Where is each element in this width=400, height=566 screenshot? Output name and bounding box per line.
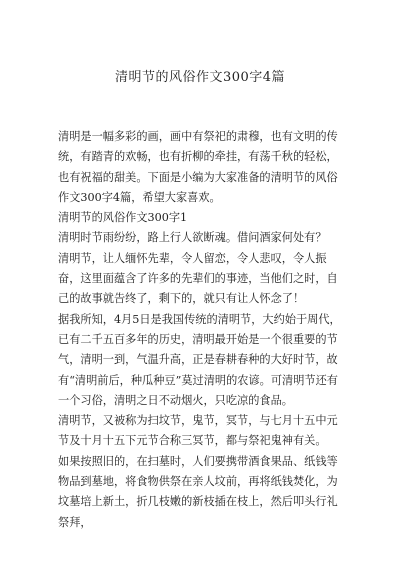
body-paragraph: 清明节，又被称为扫坟节，鬼节，冥节，与七月十五中元节及十月十五下元节合称三冥节，都与祭祀鬼神有关。 <box>58 414 338 448</box>
body-paragraph: 据我所知，4月5日是我国传统的清明节，大约始于周代，已有二千五百多年的历史，清明最开始是一个很重要的节气，清明一到，气温升高，正是春耕春种的大好时节，故有“清明前后，种瓜种豆”莫过清明的农谚。可清明节还有一个习俗，清明之日不动烟火，只吃凉的食品。 <box>58 312 341 407</box>
page-title: 清明节的风俗作文300字4篇 <box>114 70 286 85</box>
poem-line: 清明时节雨纷纷，路上行人欲断魂。借问酒家何处有？ <box>58 231 327 245</box>
article-body <box>58 127 342 533</box>
intro-paragraph: 清明是一幅多彩的画，画中有祭祀的肃穆，也有文明的传统，有踏青的欢畅，也有折柳的牵挂，有荡千秋的轻松，也有祝福的甜美。下面是小编为大家准备的清明节的风俗作文300字4篇，希望大家喜欢。 <box>58 130 338 204</box>
body-paragraph: 清明节，让人缅怀先辈，令人留恋，令人悲叹，令人振奋，这里面蕴含了许多的先辈们的事迹，当他们之时，自己的故事就告终了，剩下的，就只有让人怀念了！ <box>58 251 338 306</box>
body-paragraph: 如果按照旧的，在扫墓时，人们要携带酒食果品、纸钱等物品到墓地，将食物供祭在亲人坟前，再将纸钱焚化，为坟墓培上新土，折几枝嫩的新枝插在枝上，然后叩头行礼祭拜， <box>58 454 338 529</box>
section-heading: 清明节的风俗作文300字1 <box>58 211 188 225</box>
